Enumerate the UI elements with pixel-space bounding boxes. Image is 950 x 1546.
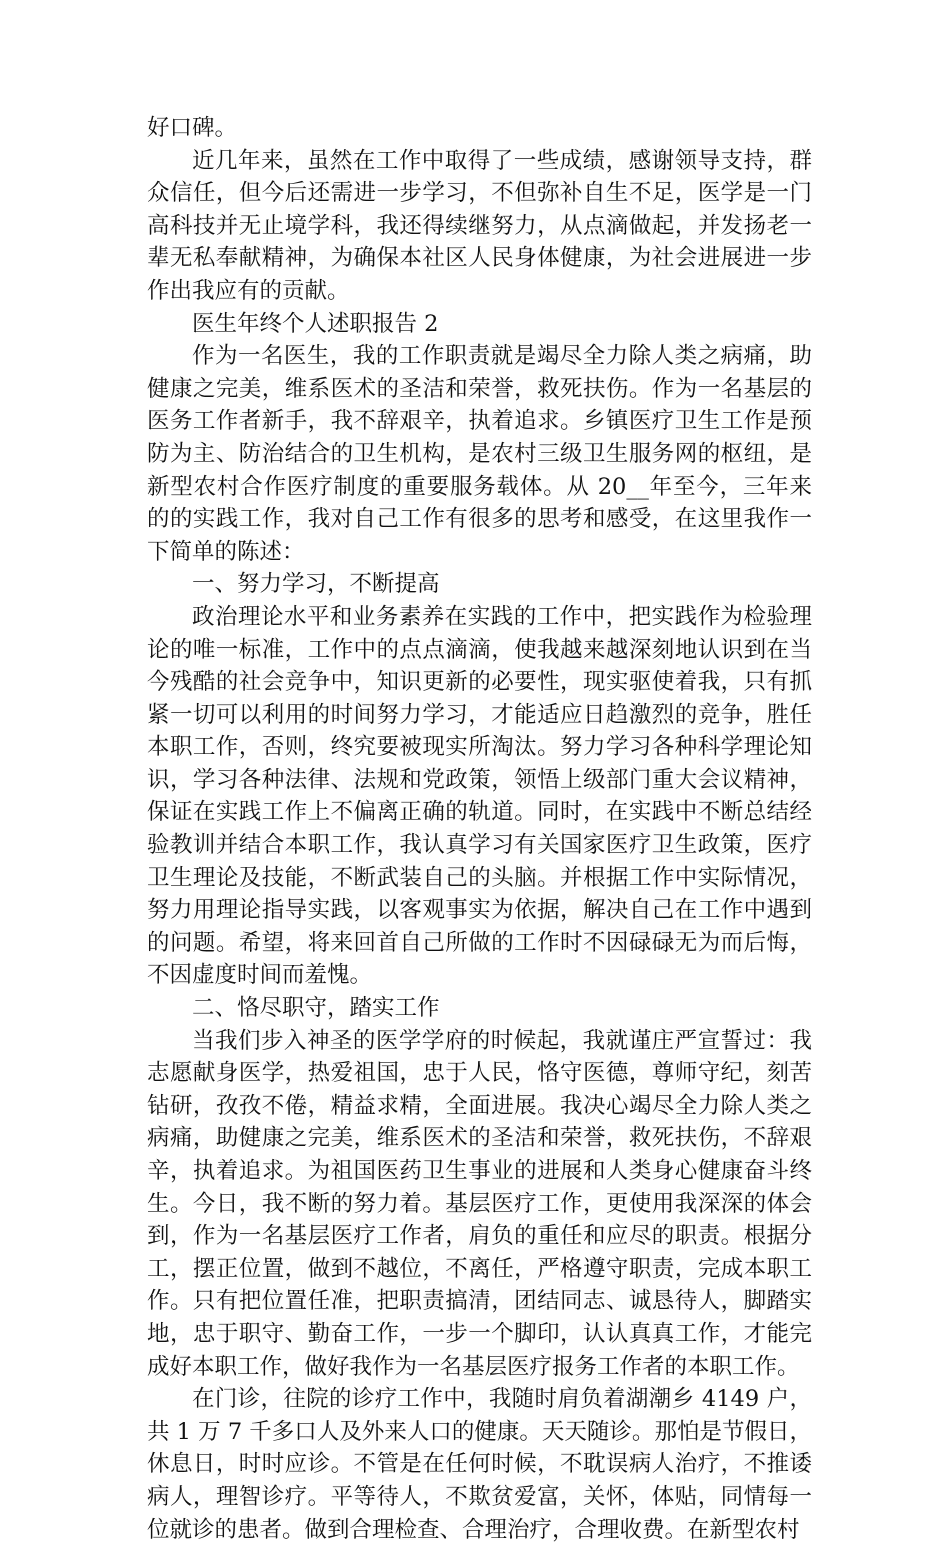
paragraph-intro: 作为一名医生，我的工作职责就是竭尽全力除人类之病痛，助健康之完美，维系医术的圣洁和荣誉，救死扶伤。作为一名基层的医务工作者新手，我不辞艰辛，执着追求。乡镇医疗卫生工作是预防为主、防治结合的卫生机构，是农村三级卫生服务网的枢纽，是新型农村合作医疗制度的重要服务载体。从 20__年至今，三年来的的实践工作，我对自己工作有很多的思考和感受，在这里我作一下简单的陈述： (147, 343, 812, 565)
paragraph-section-1: 政治理论水平和业务素养在实践的工作中，把实践作为检验理论的唯一标准，工作中的点点滴滴，使我越来越深刻地认识到在当今残酷的社会竞争中，知识更新的必要性，现实驱使着我，只有抓紧一切可以利用的时间努力学习，才能适应日趋激烈的竞争，胜任本职工作，否则，终究要被现实所淘汰。努力学习各种科学理论知识，学习各种法律、法规和党政策，领悟上级部门重大会议精神，保证在实践工作上不偏离正确的轨道。同时，在实践中不断总结经验教训并结合本职工作，我认真学习有关国家医疗卫生政策，医疗卫生理论及技能，不断武装自己的头脑。并根据工作中实际情况，努力用理论指导实践，以客观事实为依据，解决自己在工作中遇到的问题。希望，将来回首自己所做的工作时不因碌碌无为而后悔，不因虚度时间而羞愧。 (147, 603, 812, 989)
paragraph-conclusion: 近几年来，虽然在工作中取得了一些成绩，感谢领导支持，群众信任，但今后还需进一步学习，不但弥补自生不足，医学是一门高科技并无止境学科，我还得续继努力，从点滴做起，并发扬老一辈无私奉献精神，为确保本社区人民身体健康，为社会进展进一步作出我应有的贡献。 (147, 147, 812, 304)
paragraph-continuation: 好口碑。 (147, 115, 238, 141)
section-heading-1: 一、努力学习，不断提高 (192, 571, 440, 598)
paragraph-clinic-work: 在门诊，往院的诊疗工作中，我随时肩负着湖潮乡 4149 户，共 1 万 7 千多口人及外来人口的健康。天天随诊。那怕是节假日，休息日，时时应诊。不管是在任何时候，不耽误病人治疗，不推诿病人，理智诊疗。平等待人，不欺贫爱富，关怀，体贴，同情每一位就诊的患者。做到合理检查、合理治疗，合理收费。在新型农村 (147, 1386, 812, 1543)
section-heading-2: 二、恪尽职守，踏实工作 (192, 995, 440, 1022)
document-body (147, 112, 812, 1546)
report-title: 医生年终个人述职报告 2 (192, 310, 439, 337)
paragraph-section-2: 当我们步入神圣的医学学府的时候起，我就谨庄严宣誓过：我志愿献身医学，热爱祖国，忠于人民，恪守医德，尊师守纪，刻苦钻研，孜孜不倦，精益求精，全面进展。我决心竭尽全力除人类之病痛，助健康之完美，维系医术的圣洁和荣誉，救死扶伤，不辞艰辛，执着追求。为祖国医药卫生事业的进展和人类身心健康奋斗终生。今日，我不断的努力着。基层医疗工作，更使用我深深的体会到，作为一名基层医疗工作者，肩负的重任和应尽的职责。根据分工，摆正位置，做到不越位，不离任，严格遵守职责，完成本职工作。只有把位置任准，把职责搞清，团结同志、诚恳待人，脚踏实地，忠于职守、勤奋工作，一步一个脚印，认认真真工作，才能完成好本职工作，做好我作为一名基层医疗报务工作者的本职工作。 (147, 1027, 812, 1380)
